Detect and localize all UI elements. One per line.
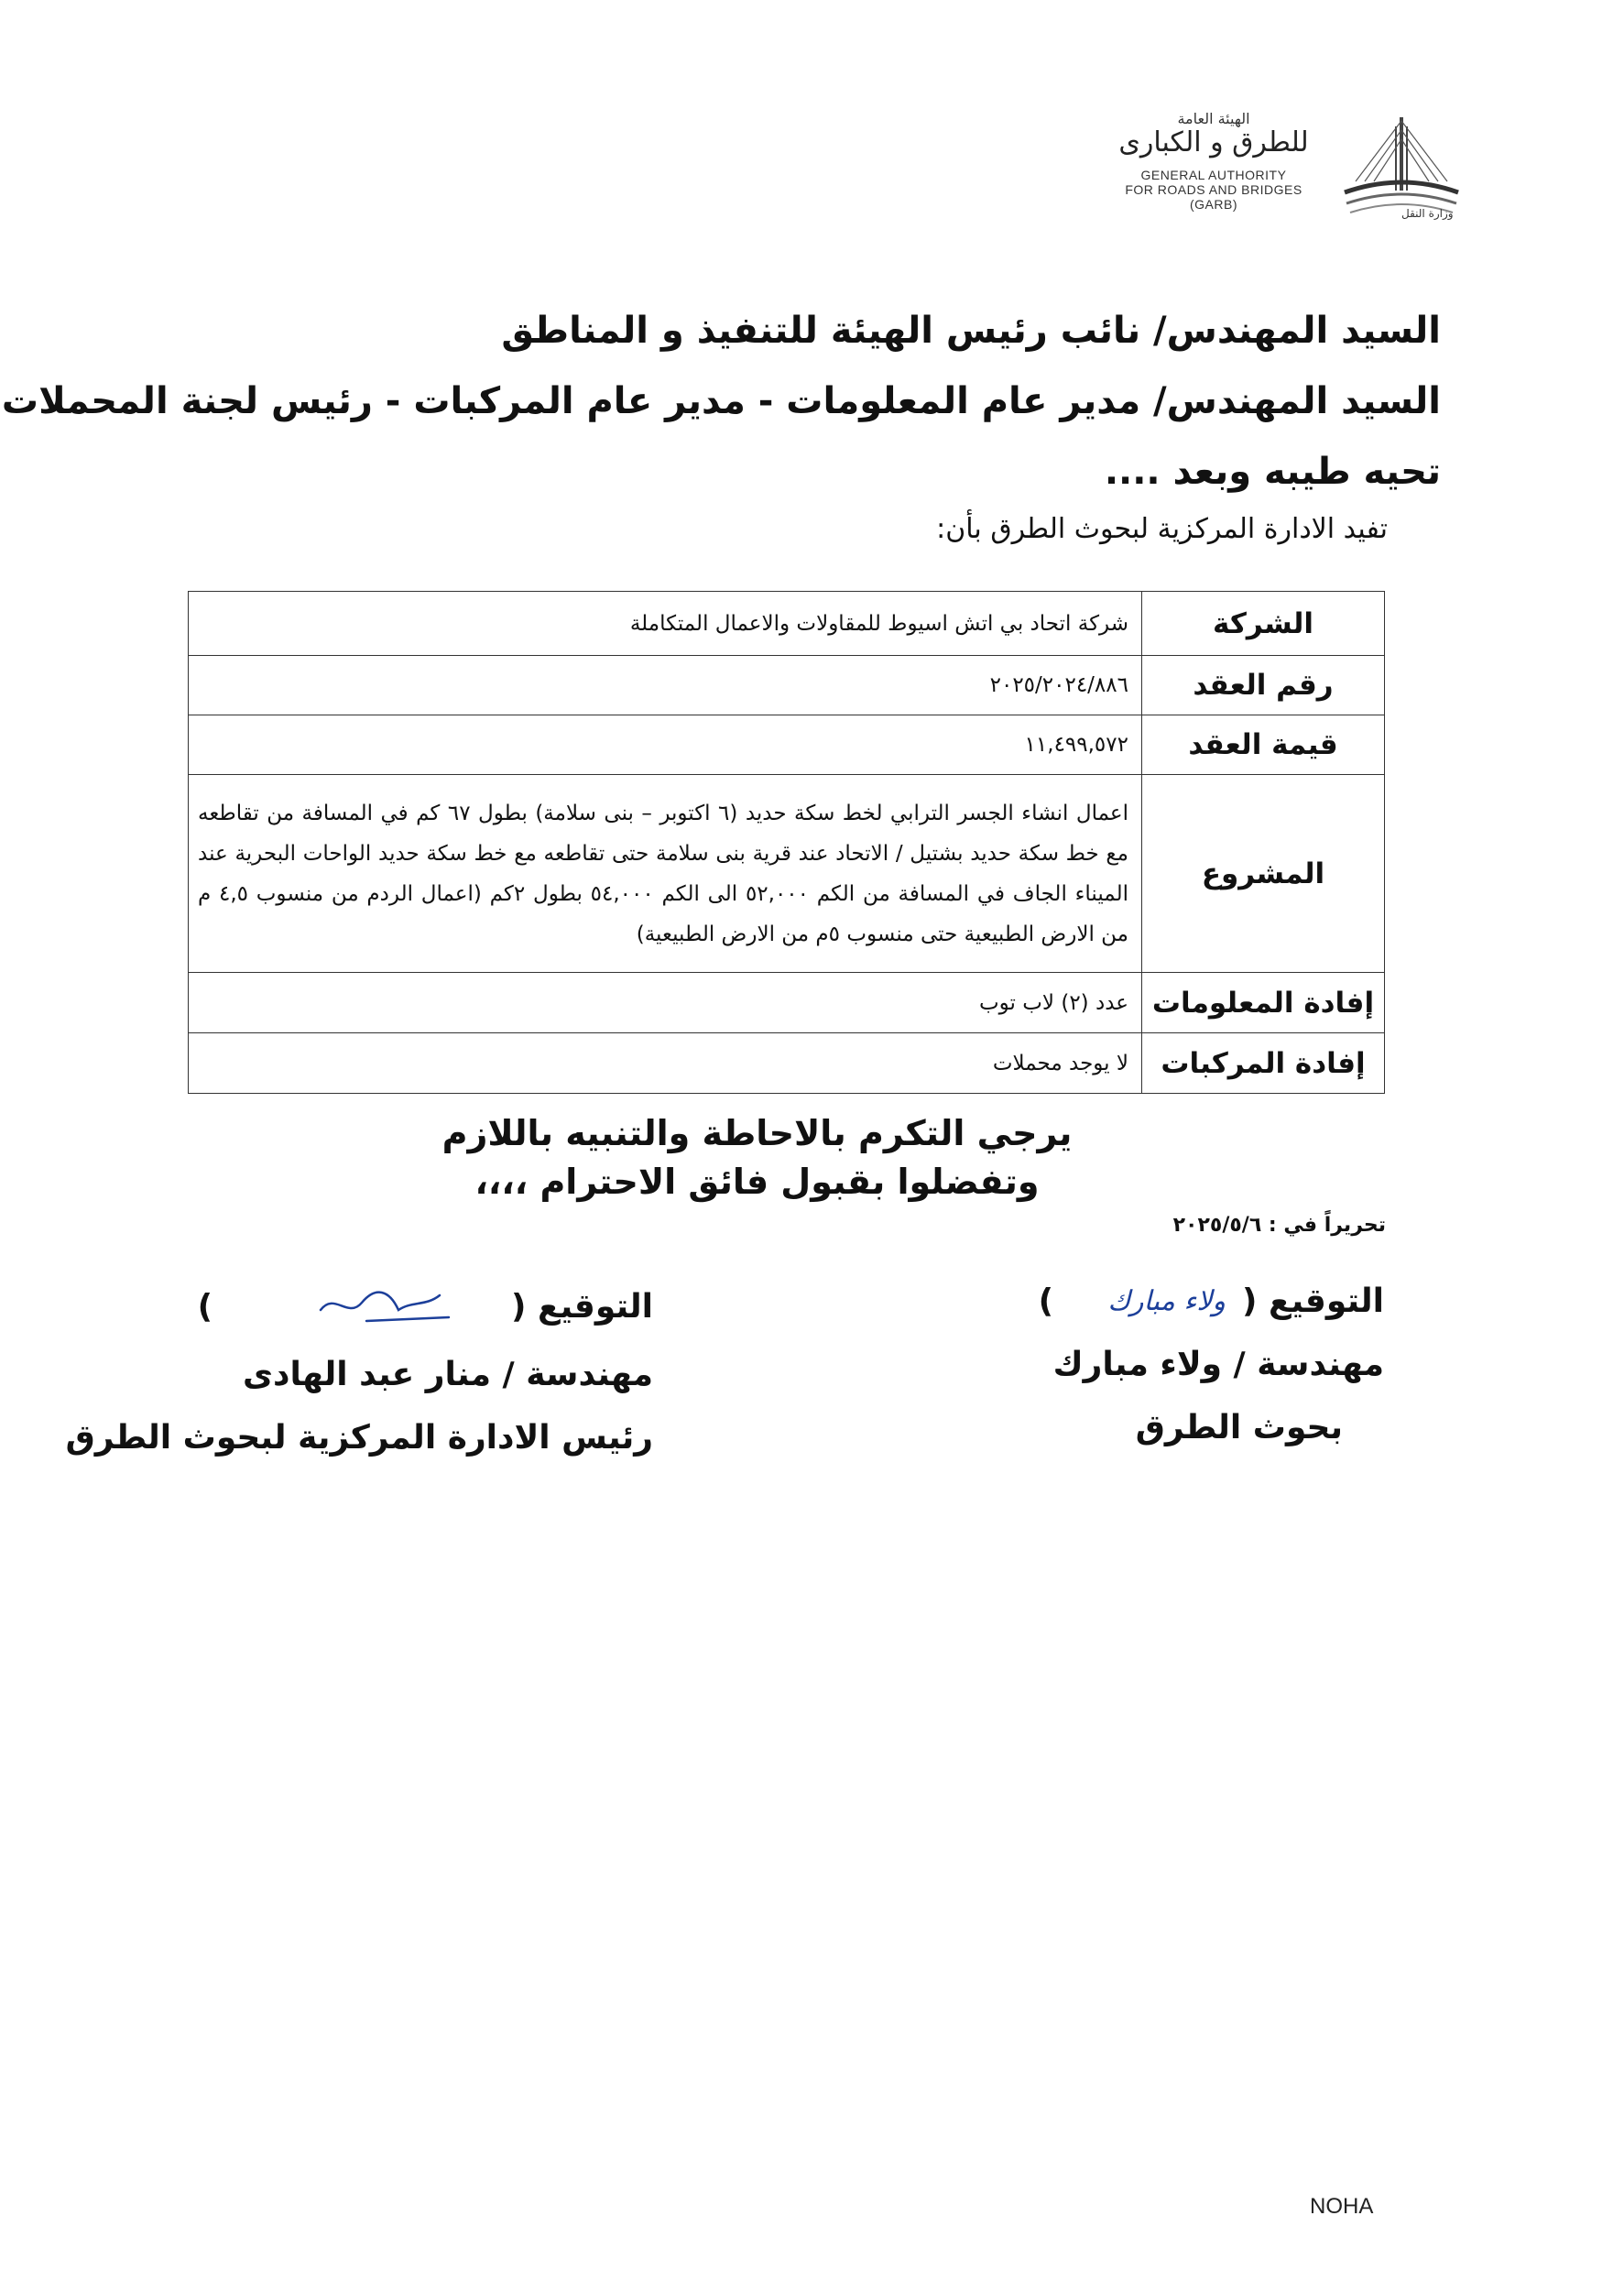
row-value-vehicles-reply: لا يوجد محملات xyxy=(189,1033,1142,1094)
row-label-vehicles-reply: إفادة المركبات xyxy=(1142,1033,1385,1094)
logo-text xyxy=(1099,108,1328,212)
signature-scribble-icon xyxy=(311,1282,495,1330)
signature-close: ) xyxy=(1038,1282,1054,1320)
row-value-project: اعمال انشاء الجسر الترابي لخط سكة حديد (٦ اكتوبر – بنى سلامة) بطول ٦٧ كم في المسافة من تقاطعه مع خط سكة حديد بشتيل / الاتحاد عند قرية بنى سلامة حتى تقاطعه مع خط سكة حديد الواحات البحرية عند الميناء الجاف في المسافة من الكم ٥٢,٠٠٠ الى الكم ٥٤,٠٠٠ بطول ٢كم (اعمال الردم من منسوب ٤,٥ م من الارض الطبيعية حتى منسوب ٥م من الارض الطبيعية) xyxy=(189,775,1142,973)
contract-info-table xyxy=(188,591,1385,1094)
table-row xyxy=(189,775,1385,973)
row-label-project: المشروع xyxy=(1142,775,1385,973)
signature-handwriting: ولاء مبارك xyxy=(1107,1285,1226,1317)
signature-label: التوقيع ( xyxy=(511,1287,653,1326)
logo-english-line1: GENERAL AUTHORITY xyxy=(1140,168,1287,182)
row-label-contract-number: رقم العقد xyxy=(1142,656,1385,715)
table-row xyxy=(189,715,1385,775)
row-label-info-reply: إفادة المعلومات xyxy=(1142,973,1385,1033)
signature-label: التوقيع ( xyxy=(1242,1282,1384,1320)
signature-close: ) xyxy=(197,1287,213,1326)
table-row xyxy=(189,592,1385,656)
signer-title: رئيس الادارة المركزية لبحوث الطرق xyxy=(65,1419,653,1457)
row-value-contract-number: ٢٠٢٥/٢٠٢٤/٨٨٦ xyxy=(189,656,1142,715)
table-row xyxy=(189,1033,1385,1094)
row-label-contract-value: قيمة العقد xyxy=(1142,715,1385,775)
footer-code: NOHA xyxy=(1310,2194,1374,2219)
signer-name: مهندسة / منار عبد الهادى xyxy=(243,1356,653,1393)
signature-block-left xyxy=(66,1282,653,1457)
table-row xyxy=(189,973,1385,1033)
addressee-line-2: السيد المهندس/ مدير عام المعلومات - مدير عام المركبات - رئيس لجنة المحملات xyxy=(1,380,1441,422)
table-row xyxy=(189,656,1385,715)
row-value-info-reply: عدد (٢) لاب توب xyxy=(189,973,1142,1033)
issue-date: تحريراً في : ٢٠٢٥/٥/٦ xyxy=(1172,1214,1386,1237)
logo-authority-line2: للطرق و الكبارى xyxy=(1118,126,1309,158)
logo-english-line3: (GARB) xyxy=(1190,197,1237,212)
signature-block-right xyxy=(1039,1282,1384,1446)
logo-authority-line1: الهيئة العامة xyxy=(1177,110,1250,127)
logo-english-line2: FOR ROADS AND BRIDGES xyxy=(1125,182,1302,197)
logo-ministry: وزارة النقل xyxy=(1401,207,1454,220)
intro-text: تفيد الادارة المركزية لبحوث الطرق بأن: xyxy=(936,513,1388,545)
signer-title: بحوث الطرق xyxy=(1135,1409,1343,1446)
closing-line-2: وتفضلوا بقبول فائق الاحترام ،،،، xyxy=(474,1162,1040,1202)
row-label-company: الشركة xyxy=(1142,592,1385,656)
signer-name: مهندسة / ولاء مبارك xyxy=(1052,1346,1384,1383)
row-value-contract-value: ١١,٤٩٩,٥٧٢ xyxy=(189,715,1142,775)
authority-logo xyxy=(1099,108,1466,236)
addressee-line-1: السيد المهندس/ نائب رئيس الهيئة للتنفيذ و المناطق xyxy=(501,310,1441,352)
closing-line-1: يرجي التكرم بالاحاطة والتنبيه باللازم xyxy=(441,1113,1073,1153)
row-value-company: شركة اتحاد بي اتش اسيوط للمقاولات والاعمال المتكاملة xyxy=(189,592,1142,656)
greeting-line: تحيه طيبه وبعد .... xyxy=(1104,451,1441,493)
